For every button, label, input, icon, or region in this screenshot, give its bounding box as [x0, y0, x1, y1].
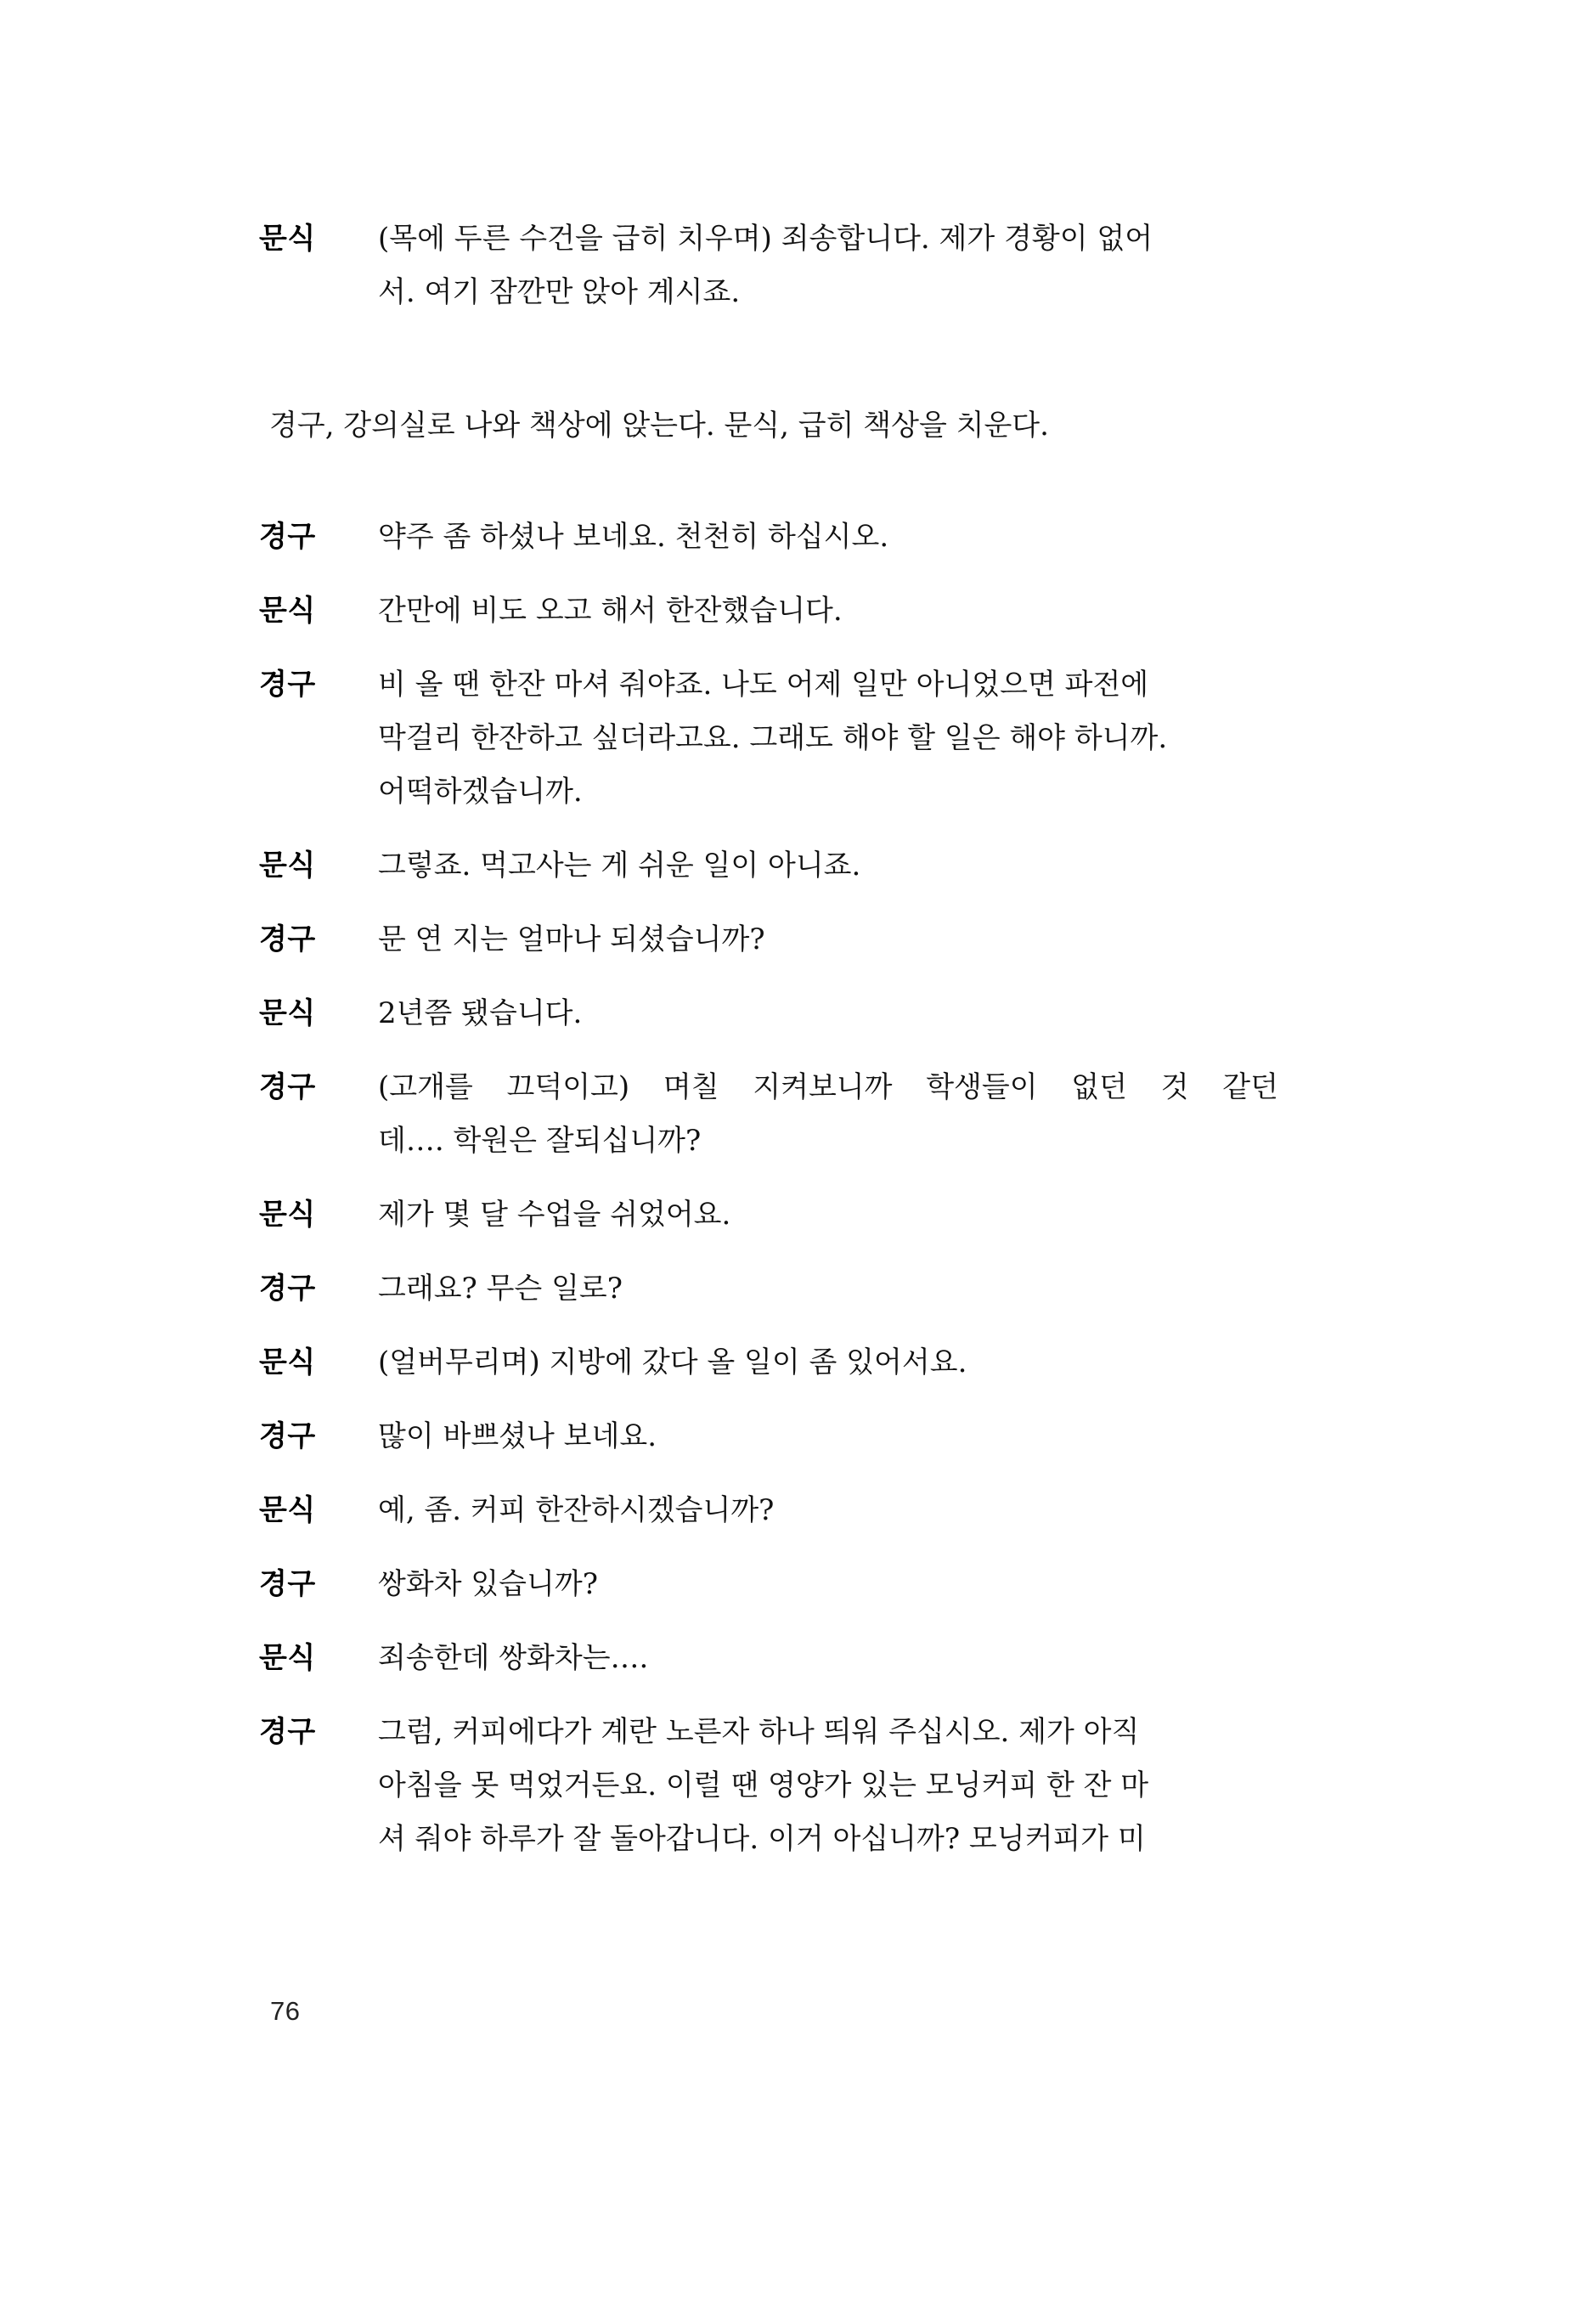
page-content — [259, 212, 1278, 1887]
speech-line: 그럼, 커피에다가 계란 노른자 하나 띄워 주십시오. 제가 아직 — [378, 1715, 1140, 1749]
dialogue-line — [259, 1188, 1278, 1242]
speaker-name: 문식 — [259, 996, 316, 1030]
speech-line: (얼버무리며) 지방에 갔다 올 일이 좀 있어서요. — [378, 1345, 967, 1379]
dialogue-line — [259, 913, 1278, 967]
speech-word: 끄덕이고) — [506, 1070, 630, 1104]
speech-text — [378, 1632, 1278, 1685]
speech-word: 것 — [1160, 1070, 1189, 1104]
speech-line: 예, 좀. 커피 한잔하시겠습니까? — [378, 1493, 775, 1527]
speech-text — [378, 1410, 1278, 1464]
speech-line: 제가 몇 달 수업을 쉬었어요. — [378, 1198, 731, 1232]
speech-word: 같던 — [1222, 1070, 1278, 1104]
speech-text — [378, 1188, 1278, 1242]
speech-text — [378, 1061, 1278, 1168]
speech-text — [378, 839, 1278, 893]
speech-text — [378, 584, 1278, 638]
dialogue-line — [259, 1558, 1278, 1611]
speech-line: 쌍화차 있습니까? — [378, 1567, 598, 1601]
speech-line-justified — [378, 1061, 1278, 1114]
dialogue-line — [259, 1061, 1278, 1168]
dialogue-line — [259, 584, 1278, 638]
speech-word: (고개를 — [378, 1070, 473, 1104]
speaker-name: 경구 — [259, 1419, 316, 1453]
speech-text — [378, 1484, 1278, 1537]
speech-word: 없던 — [1071, 1070, 1127, 1104]
speech-text — [378, 658, 1278, 819]
speech-line: 셔 줘야 하루가 잘 돌아갑니다. 이거 아십니까? 모닝커피가 미 — [378, 1822, 1146, 1856]
speaker-name: 문식 — [259, 1345, 316, 1379]
speech-line: 그래요? 무슨 일로? — [378, 1272, 623, 1306]
speech-text — [378, 510, 1278, 564]
speech-line: 많이 바쁘셨나 보네요. — [378, 1419, 657, 1453]
speech-text — [378, 1706, 1278, 1866]
dialogue-line — [259, 212, 1278, 319]
speech-line: 어떡하겠습니까. — [378, 775, 583, 809]
speech-line: 비 올 땐 한잔 마셔 줘야죠. 나도 어제 일만 아니었으면 파전에 — [378, 668, 1149, 702]
block-spacer — [259, 341, 1278, 399]
speech-text — [378, 913, 1278, 967]
stage-direction: 경구, 강의실로 나와 책상에 앉는다. 문식, 급히 책상을 치운다. — [269, 409, 1049, 443]
speech-text — [378, 987, 1278, 1041]
speaker-name: 경구 — [259, 1070, 316, 1104]
speech-text — [378, 1336, 1278, 1390]
speaker-name: 문식 — [259, 1641, 316, 1675]
speaker-name: 문식 — [259, 1493, 316, 1527]
dialogue-line — [259, 1410, 1278, 1464]
dialogue-line — [259, 658, 1278, 819]
speech-line: 간만에 비도 오고 해서 한잔했습니다. — [378, 594, 843, 628]
speech-line: 막걸리 한잔하고 싶더라고요. 그래도 해야 할 일은 해야 하니까. — [378, 721, 1168, 755]
speaker-name: 문식 — [259, 594, 316, 628]
speaker-name: 경구 — [259, 1567, 316, 1601]
speech-line: 아침을 못 먹었거든요. 이럴 땐 영양가 있는 모닝커피 한 잔 마 — [378, 1768, 1149, 1802]
speech-line: 죄송한데 쌍화차는…. — [378, 1641, 649, 1675]
dialogue-line — [259, 1706, 1278, 1866]
speech-line: 데…. 학원은 잘되십니까? — [378, 1124, 702, 1158]
speech-line: 서. 여기 잠깐만 앉아 계시죠. — [378, 275, 741, 309]
speech-word: 학생들이 — [926, 1070, 1038, 1104]
dialogue-line — [259, 1336, 1278, 1390]
speech-word: 며칠 — [663, 1070, 719, 1104]
page-number: 76 — [270, 1996, 301, 2026]
dialogue-line — [259, 1262, 1278, 1316]
speaker-name: 경구 — [259, 1272, 316, 1306]
block-spacer — [259, 453, 1278, 510]
speech-line: 2년쯤 됐습니다. — [378, 996, 583, 1030]
dialogue-line — [259, 839, 1278, 893]
speech-line: 약주 좀 하셨나 보네요. 천천히 하십시오. — [378, 520, 889, 554]
dialogue-line — [259, 510, 1278, 564]
dialogue-line — [259, 987, 1278, 1041]
speech-line: 그렇죠. 먹고사는 게 쉬운 일이 아니죠. — [378, 849, 861, 883]
speaker-name: 문식 — [259, 849, 316, 883]
speech-text — [378, 1558, 1278, 1611]
speaker-name: 문식 — [259, 222, 316, 256]
speaker-name: 문식 — [259, 1198, 316, 1232]
speaker-name: 경구 — [259, 1715, 316, 1749]
speaker-name: 경구 — [259, 922, 316, 956]
speech-line: 문 연 지는 얼마나 되셨습니까? — [378, 922, 765, 956]
speech-line: (목에 두른 수건을 급히 치우며) 죄송합니다. 제가 경황이 없어 — [378, 222, 1153, 256]
dialogue-line — [259, 1484, 1278, 1537]
speaker-name: 경구 — [259, 668, 316, 702]
dialogue-line — [259, 1632, 1278, 1685]
speech-word: 지켜보니까 — [753, 1070, 893, 1104]
speaker-name: 경구 — [259, 520, 316, 554]
speech-text — [378, 212, 1278, 319]
speech-text — [378, 1262, 1278, 1316]
